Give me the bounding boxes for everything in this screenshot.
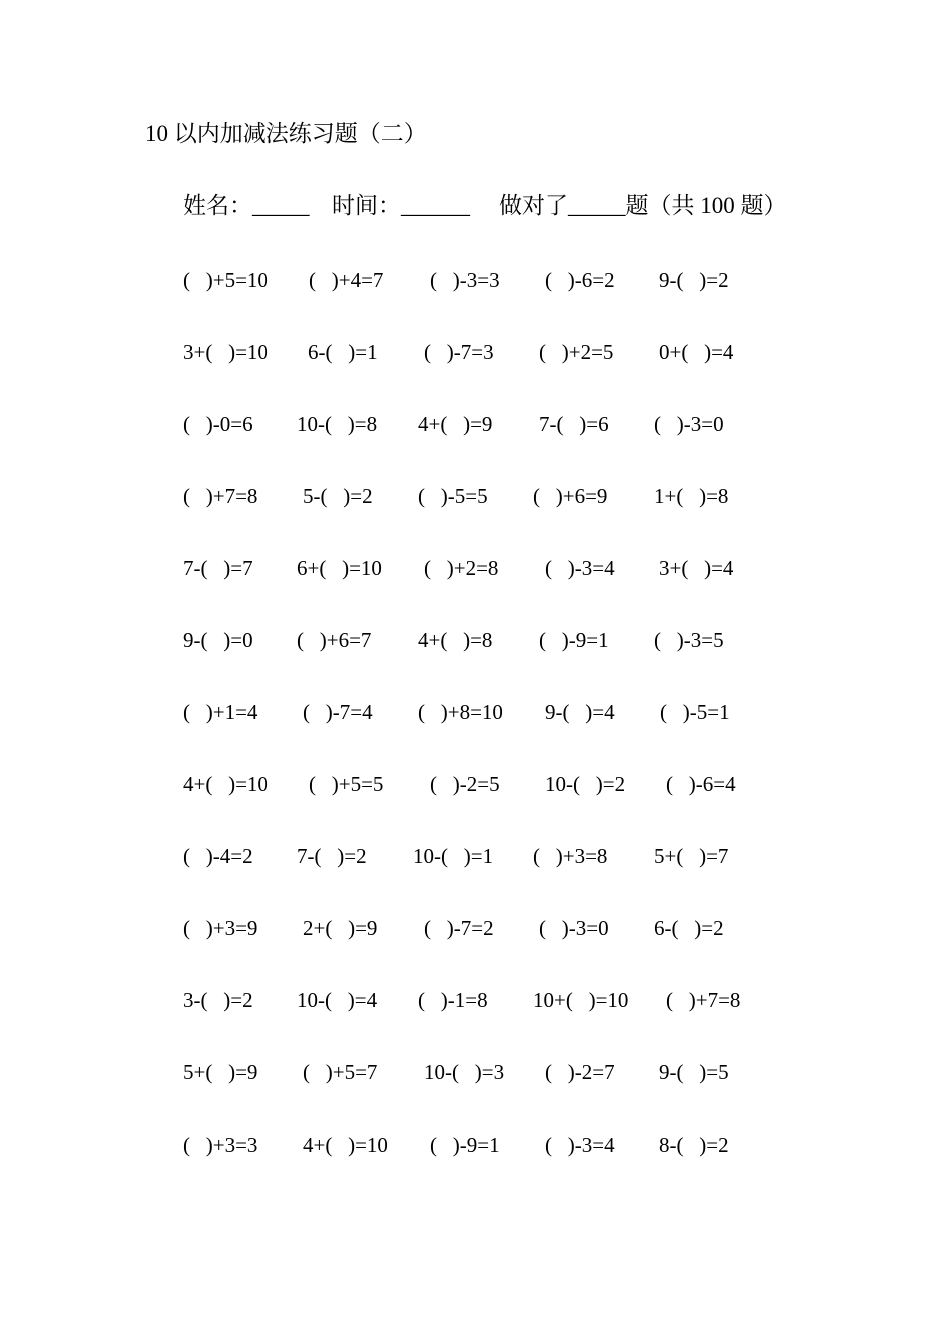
arithmetic-problem[interactable]: 3+( )=4 [659, 556, 734, 580]
arithmetic-problem[interactable]: ( )-5=1 [660, 700, 730, 724]
arithmetic-problem[interactable]: ( )-9=1 [430, 1133, 500, 1157]
arithmetic-problem[interactable]: ( )+4=7 [309, 268, 384, 292]
arithmetic-problem[interactable]: ( )-3=0 [654, 412, 724, 436]
arithmetic-problem[interactable]: ( )-7=4 [303, 700, 373, 724]
problem-row [0, 840, 950, 872]
problem-row [0, 480, 950, 512]
arithmetic-problem[interactable]: 9-( )=5 [659, 1060, 729, 1084]
arithmetic-problem[interactable]: ( )-3=4 [545, 1133, 615, 1157]
arithmetic-problem[interactable]: 9-( )=2 [659, 268, 729, 292]
arithmetic-problem[interactable]: ( )-6=4 [666, 772, 736, 796]
arithmetic-problem[interactable]: ( )-4=2 [183, 844, 253, 868]
arithmetic-problem[interactable]: 4+( )=9 [418, 412, 493, 436]
arithmetic-problem[interactable]: ( )-3=0 [539, 916, 609, 940]
arithmetic-problem[interactable]: 10-( )=8 [297, 412, 378, 436]
arithmetic-problem[interactable]: ( )-1=8 [418, 988, 488, 1012]
arithmetic-problem[interactable]: 10-( )=3 [424, 1060, 505, 1084]
problem-row [0, 984, 950, 1016]
arithmetic-problem[interactable]: ( )-6=2 [545, 268, 615, 292]
student-name-field[interactable]: 姓名：_____ [183, 193, 310, 218]
arithmetic-problem[interactable]: 5+( )=7 [654, 844, 729, 868]
arithmetic-problem[interactable]: ( )-9=1 [539, 628, 609, 652]
arithmetic-problem[interactable]: 4+( )=10 [303, 1133, 388, 1157]
arithmetic-problem[interactable]: 10-( )=1 [413, 844, 494, 868]
arithmetic-problem[interactable]: ( )-2=7 [545, 1060, 615, 1084]
arithmetic-problem[interactable]: 9-( )=0 [183, 628, 253, 652]
arithmetic-problem[interactable]: ( )+1=4 [183, 700, 258, 724]
arithmetic-problem[interactable]: 2+( )=9 [303, 916, 378, 940]
arithmetic-problem[interactable]: ( )-2=5 [430, 772, 500, 796]
arithmetic-problem[interactable]: ( )-7=2 [424, 916, 494, 940]
arithmetic-problem[interactable]: ( )+6=7 [297, 628, 372, 652]
arithmetic-problem[interactable]: 7-( )=2 [297, 844, 367, 868]
arithmetic-problem[interactable]: ( )+7=8 [666, 988, 741, 1012]
problem-row [0, 1129, 950, 1161]
arithmetic-problem[interactable]: 10-( )=4 [297, 988, 378, 1012]
arithmetic-problem[interactable]: ( )+3=3 [183, 1133, 258, 1157]
problem-row [0, 1056, 950, 1088]
problem-row [0, 768, 950, 800]
arithmetic-problem[interactable]: ( )+3=8 [533, 844, 608, 868]
arithmetic-problem[interactable]: ( )+2=8 [424, 556, 499, 580]
arithmetic-problem[interactable]: 6+( )=10 [297, 556, 382, 580]
arithmetic-problem[interactable]: ( )+5=5 [309, 772, 384, 796]
arithmetic-problem[interactable]: 5-( )=2 [303, 484, 373, 508]
arithmetic-problem[interactable]: 3-( )=2 [183, 988, 253, 1012]
arithmetic-problem[interactable]: 9-( )=4 [545, 700, 615, 724]
arithmetic-problem[interactable]: 4+( )=10 [183, 772, 268, 796]
arithmetic-problem[interactable]: ( )+5=7 [303, 1060, 378, 1084]
arithmetic-problem[interactable]: ( )-5=5 [418, 484, 488, 508]
arithmetic-problem[interactable]: ( )-3=5 [654, 628, 724, 652]
arithmetic-problem[interactable]: ( )-0=6 [183, 412, 253, 436]
problem-row [0, 336, 950, 368]
arithmetic-problem[interactable]: 1+( )=8 [654, 484, 729, 508]
arithmetic-problem[interactable]: ( )+3=9 [183, 916, 258, 940]
page-title: 10 以内加减法练习题（二） [145, 121, 427, 146]
arithmetic-problem[interactable]: ( )-3=4 [545, 556, 615, 580]
arithmetic-problem[interactable]: 3+( )=10 [183, 340, 268, 364]
arithmetic-problem[interactable]: 6-( )=1 [308, 340, 378, 364]
problem-row [0, 624, 950, 656]
problem-row [0, 696, 950, 728]
problem-row [0, 912, 950, 944]
time-field[interactable]: 时间：______ [332, 193, 470, 218]
arithmetic-problem[interactable]: 10+( )=10 [533, 988, 629, 1012]
arithmetic-problem[interactable]: 7-( )=7 [183, 556, 253, 580]
arithmetic-problem[interactable]: ( )+7=8 [183, 484, 258, 508]
arithmetic-problem[interactable]: 10-( )=2 [545, 772, 626, 796]
problem-row [0, 408, 950, 440]
problem-row [0, 264, 950, 296]
arithmetic-problem[interactable]: 4+( )=8 [418, 628, 493, 652]
arithmetic-problem[interactable]: ( )-3=3 [430, 268, 500, 292]
arithmetic-problem[interactable]: ( )+6=9 [533, 484, 608, 508]
arithmetic-problem[interactable]: ( )+8=10 [418, 700, 503, 724]
arithmetic-problem[interactable]: 6-( )=2 [654, 916, 724, 940]
arithmetic-problem[interactable]: 8-( )=2 [659, 1133, 729, 1157]
arithmetic-problem[interactable]: ( )+5=10 [183, 268, 268, 292]
arithmetic-problem[interactable]: 0+( )=4 [659, 340, 734, 364]
arithmetic-problem[interactable]: 7-( )=6 [539, 412, 609, 436]
arithmetic-problem[interactable]: ( )+2=5 [539, 340, 614, 364]
arithmetic-problem[interactable]: 5+( )=9 [183, 1060, 258, 1084]
problem-row [0, 552, 950, 584]
arithmetic-problem[interactable]: ( )-7=3 [424, 340, 494, 364]
score-field[interactable]: 做对了_____题（共 100 题） [499, 193, 787, 218]
